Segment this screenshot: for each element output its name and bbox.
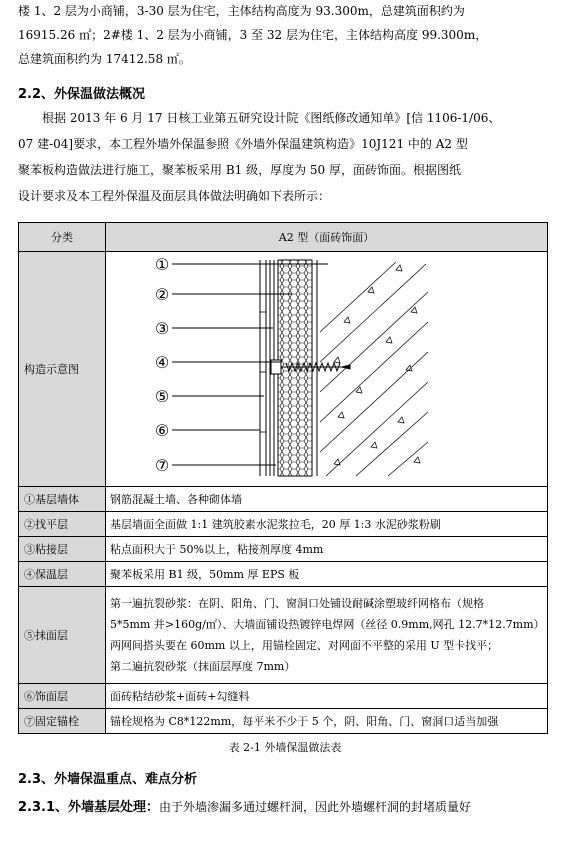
row-value-plaster [106, 587, 548, 684]
section-2-2-heading: 2.2、外保温做法概况 [18, 87, 146, 102]
layer-number-3: ③ [154, 319, 170, 338]
insulation-table [18, 222, 548, 734]
intro-line-1: 楼 1、2 层为小商铺，3-30 层为住宅，主体结构高度为 93.300m，总建筑面积约为 [18, 4, 465, 18]
header-type: A2 型（面砖饰面） [106, 223, 548, 252]
table-row [19, 487, 548, 512]
layer-number-4: ④ [154, 353, 170, 372]
row-value: 钢筋混凝土墙、各种砌体墙 [106, 487, 548, 512]
row-value: 锚栓规格为 C8*122mm，每平米不少于 5 个，阴、阳角、门、窗洞口适当加强 [106, 709, 548, 734]
section-2-3-1-text: 由于外墙渗漏多通过螺杆洞，因此外墙螺杆洞的封堵质量好 [159, 800, 472, 814]
table-row [19, 537, 548, 562]
row-value: 面砖粘结砂浆+面砖+勾缝料 [106, 684, 548, 709]
layer-number-5: ⑤ [154, 387, 170, 406]
section-2-3-1-line [18, 796, 554, 819]
row-label: ②找平层 [19, 512, 106, 537]
section-2-2-para-line-2: 07 建-04]要求，本工程外墙外保温参照《外墙外保温建筑构造》10J121 中的 A2 型 [18, 137, 468, 151]
diagram-label: 构造示意图 [19, 252, 106, 487]
plaster-line: 5*5mm 并>160g/㎡）、大墙面铺设热镀锌电焊网（丝径 0.9mm,网孔 12.7*12.7mm） [110, 618, 545, 631]
header-category: 分类 [19, 223, 106, 252]
section-2-2-para-line-4: 设计要求及本工程外保温及面层具体做法明确如下表所示： [18, 189, 331, 203]
plaster-line: 第二遍抗裂砂浆（抹面层厚度 7mm） [110, 660, 296, 673]
row-label: ①基层墙体 [19, 487, 106, 512]
tile-joints [260, 312, 266, 432]
plaster-line: 第一遍抗裂砂浆：在阴、阳角、门、窗洞口处铺设耐碱涂塑玻纤网格布（规格 [110, 597, 484, 610]
layer-number-1: ① [154, 255, 170, 274]
row-value: 聚苯板采用 B1 级，50mm 厚 EPS 板 [106, 562, 548, 587]
wall-section-diagram [106, 252, 546, 483]
eps-insulation-layer [278, 260, 312, 476]
table-row [19, 684, 548, 709]
row-label: ⑥饰面层 [19, 684, 106, 709]
row-value: 粘点面积大于 50%以上，粘接剂厚度 4mm [106, 537, 548, 562]
section-2-3-1-heading: 2.3.1、外墙基层处理： [18, 800, 160, 815]
section-2-2-para-line-1: 根据 2013 年 6 月 17 日核工业第五研究设计院《图纸修改通知单》[信 1106-1/06、 [42, 111, 501, 125]
row-label: ④保温层 [19, 562, 106, 587]
layer-number-2: ② [154, 285, 170, 304]
table-row [19, 512, 548, 537]
plaster-line: 两网间搭头要在 60mm 以上，用锚栓固定、对网面不平整的采用 U 型卡找平； [110, 639, 499, 652]
aggregate-triangles [334, 265, 420, 465]
table-caption: 表 2-1 外墙保温做法表 [228, 741, 342, 754]
layer-number-7: ⑦ [154, 456, 170, 475]
intro-line-2: 16915.26 ㎡；2#楼 1、2 层为小商铺，3 至 32 层为住宅，主体结构高度 99.300m， [18, 28, 488, 42]
layer-numbers [155, 255, 169, 475]
diagram-row [19, 252, 548, 487]
intro-line-3: 总建筑面积约为 17412.58 ㎡。 [18, 52, 191, 66]
layer-number-6: ⑥ [154, 421, 170, 440]
diagram-cell [106, 252, 548, 487]
section-2-3-heading: 2.3、外墙保温重点、难点分析 [18, 772, 198, 787]
table-row [19, 562, 548, 587]
table-row-plaster [19, 587, 548, 684]
table-row [19, 709, 548, 734]
section-2-2-para-line-3: 聚苯板构造做法进行施工，聚苯板采用 B1 级，厚度为 50 厚，面砖饰面。根据图纸 [18, 163, 461, 177]
row-label: ③粘接层 [19, 537, 106, 562]
row-label: ⑤抹面层 [19, 587, 106, 684]
table-header-row [19, 223, 548, 252]
row-label: ⑦固定锚栓 [19, 709, 106, 734]
row-value: 基层墙面全面做 1:1 建筑胶素水泥浆拉毛，20 厚 1:3 水泥砂浆粉刷 [106, 512, 548, 537]
